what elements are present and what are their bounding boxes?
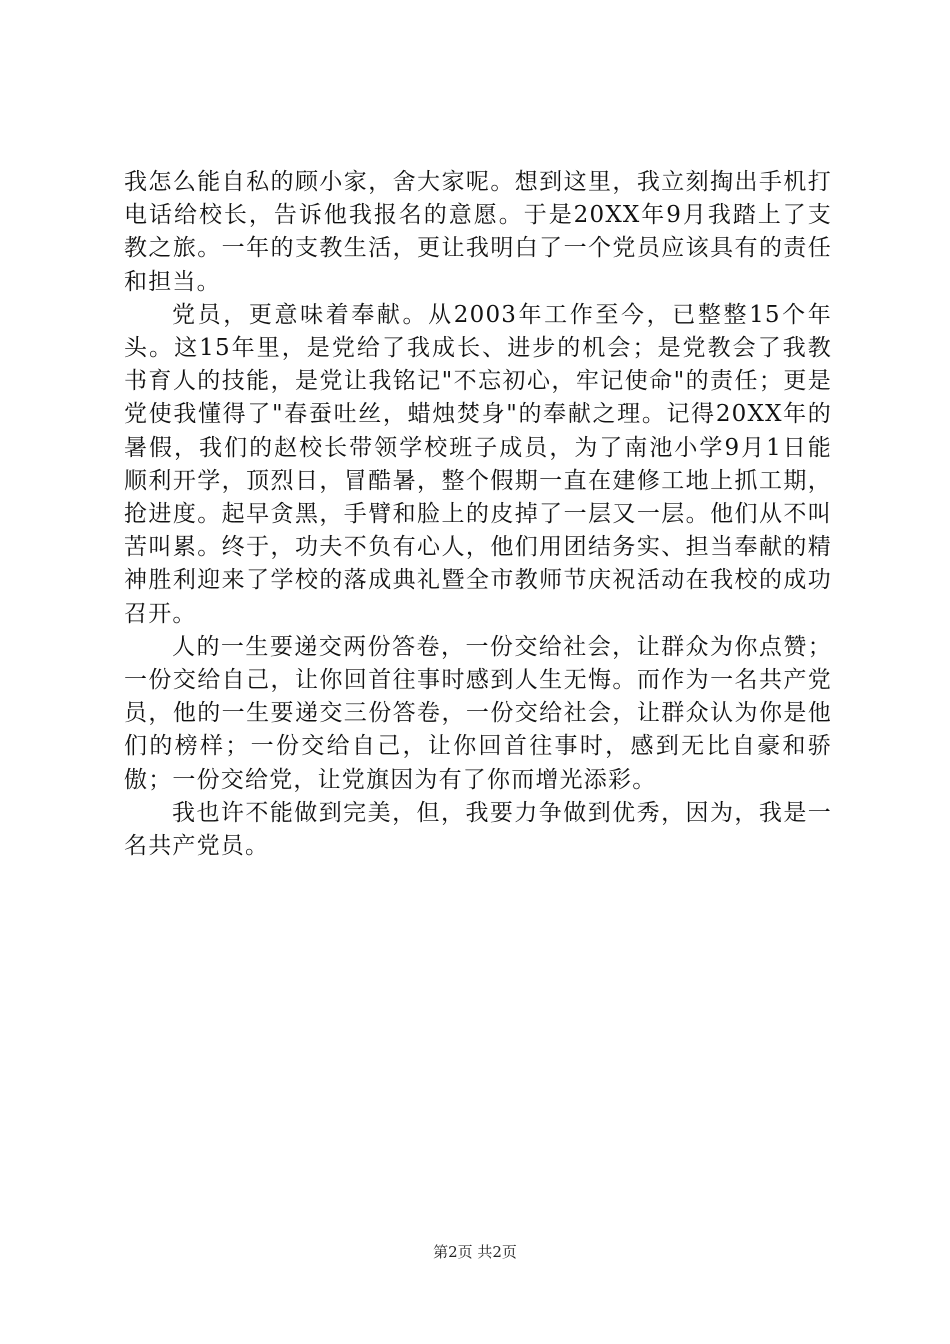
paragraph-answer-sheets: 人的一生要递交两份答卷，一份交给社会，让群众为你点赞；一份交给自己，让你回首往事时感到人生无悔。而作为一名共产党员，他的一生要递交三份答卷，一份交给社会，让群众认为你是他们的榜样；一份交给自己，让你回首往事时，感到无比自豪和骄傲；一份交给党，让党旗因为有了你而增光添彩。 xyxy=(124,633,832,793)
page-footer: 第2页 共2页 xyxy=(433,1243,517,1261)
document-body xyxy=(124,166,832,863)
paragraph-conclusion: 我也许不能做到完美，但，我要力争做到优秀，因为，我是一名共产党员。 xyxy=(124,799,832,860)
paragraph-continuation: 我怎么能自私的顾小家，舍大家呢。想到这里，我立刻掏出手机打电话给校长，告诉他我报名的意愿。于是20XX年9月我踏上了支教之旅。一年的支教生活，更让我明白了一个党员应该具有的责任和担当。 xyxy=(124,169,832,295)
paragraph-dedication: 党员，更意味着奉献。从2003年工作至今，已整整15个年头。这15年里，是党给了我成长、进步的机会；是党教会了我教书育人的技能，是党让我铭记"不忘初心，牢记使命"的责任；更是党使我懂得了"春蚕吐丝，蜡烛焚身"的奉献之理。记得20XX年的暑假，我们的赵校长带领学校班子成员，为了南池小学9月1日能顺利开学，顶烈日，冒酷暑，整个假期一直在建修工地上抓工期，抢进度。起早贪黑，手臂和脸上的皮掉了一层又一层。他们从不叫苦叫累。终于，功夫不负有心人，他们用团结务实、担当奉献的精神胜利迎来了学校的落成典礼暨全市教师节庆祝活动在我校的成功召开。 xyxy=(124,301,832,627)
